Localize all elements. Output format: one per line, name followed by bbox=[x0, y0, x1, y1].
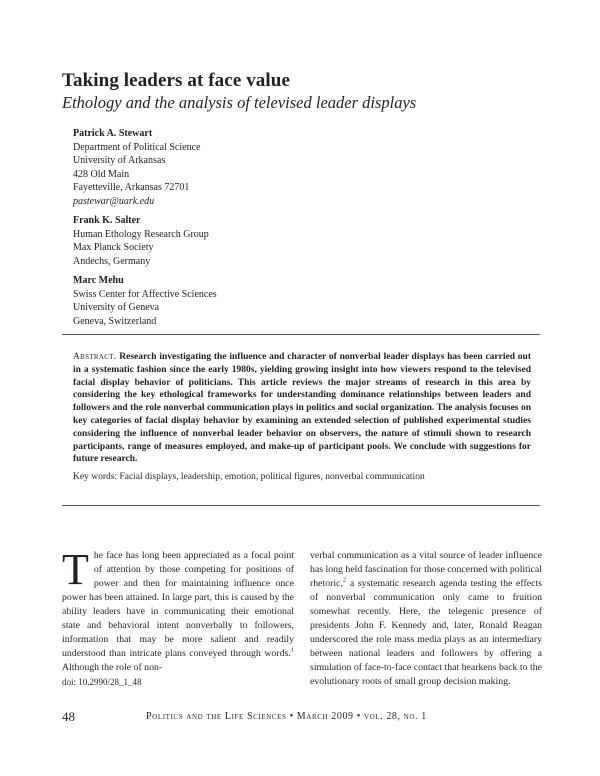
author-block bbox=[73, 127, 473, 208]
author-block bbox=[73, 274, 473, 328]
divider-top bbox=[62, 334, 540, 335]
affiliation-line: Swiss Center for Affective Sciences bbox=[73, 288, 217, 300]
abstract-label: Abstract. bbox=[73, 352, 117, 362]
author-name: Frank K. Salter bbox=[73, 215, 141, 226]
doi[interactable]: doi: 10.2990/28_1_48 bbox=[62, 677, 142, 687]
drop-cap: T bbox=[62, 545, 89, 594]
footnote-marker[interactable]: 1 bbox=[290, 646, 294, 654]
affiliation-line: University of Arkansas bbox=[73, 155, 166, 166]
article-subtitle: Ethology and the analysis of televised leader displays bbox=[62, 93, 417, 112]
affiliation-line: Fayetteville, Arkansas 72701 bbox=[73, 182, 190, 193]
footnote-marker[interactable]: 2 bbox=[342, 576, 347, 584]
affiliation-line: Department of Political Science bbox=[73, 141, 201, 153]
article-title: Taking leaders at face value bbox=[62, 70, 290, 91]
body-text: verbal communication as a vital source of leader influence has long held fascination for those concerned with political rhetoric, bbox=[310, 550, 542, 589]
author-name: Patrick A. Stewart bbox=[73, 128, 153, 139]
author-email[interactable]: pastewar@uark.edu bbox=[73, 195, 155, 207]
affiliation-line: University of Geneva bbox=[73, 302, 160, 313]
journal-citation: Politics and the Life Sciences • March 2009 • vol. 28, no. 1 bbox=[146, 711, 427, 722]
keywords-text: Facial displays, leadership, emotion, political figures, nonverbal communication bbox=[119, 472, 425, 482]
body-text: a systematic research agenda testing the effects of nonverbal communication only came to fruition somewhat recently. Here, the telegenic presence of presidents John F. Kennedy and, later, Ronald Reagan underscored the role mass media plays as an intermediary between national leaders and followers by offering a simulation of face-to-face contact that hearkens back to the evolutionary roots of small group decision making. bbox=[310, 578, 542, 687]
body-column-left bbox=[62, 545, 294, 675]
body-text: he face has long been appreciated as a focal point of attention by those competing for positions of power and then for maintaining influence once power has been attained. In large part, this is caused by the ability leaders have in communicating their emotional state and behavioral intent nonverbally to followers, information that may be more salient and readily understood than intricate plans conveyed through words. bbox=[62, 550, 294, 659]
affiliation-line: Max Planck Society bbox=[73, 242, 154, 253]
affiliation-line: Geneva, Switzerland bbox=[73, 315, 157, 327]
author-affiliations bbox=[73, 127, 473, 334]
page-footer bbox=[62, 709, 540, 725]
author-name: Marc Mehu bbox=[73, 275, 124, 286]
keywords bbox=[73, 472, 425, 482]
page-number: 48 bbox=[62, 709, 75, 724]
body-column-right bbox=[310, 549, 542, 689]
affiliation-line: Human Ethology Research Group bbox=[73, 228, 209, 240]
affiliation-line: Andechs, Germany bbox=[73, 255, 151, 267]
keywords-label: Key words: bbox=[73, 472, 118, 482]
body-text: Although the role of non- bbox=[62, 662, 163, 673]
affiliation-line: 428 Old Main bbox=[73, 168, 130, 180]
author-block bbox=[73, 214, 473, 268]
abstract bbox=[73, 351, 531, 466]
divider-bottom bbox=[62, 505, 540, 506]
abstract-text: Research investigating the influence and character of nonverbal leader displays has been carried out in a systematic fashion since the early 1980s, yielding growing insight into how viewers respond to the televised facial display behavior of politicians. This article reviews the major streams of research in this area by considering the key ethological frameworks for understanding dominance relationships between leaders and followers and the role nonverbal communication plays in politics and social organization. The analysis focuses on key categories of facial display behavior by examining an extended selection of published experimental studies considering the influence of nonverbal leader behavior on observers, the nature of stimuli shown to research participants, range of measures employed, and make-up of participant pools. We conclude with suggestions for future research. bbox=[73, 352, 531, 465]
